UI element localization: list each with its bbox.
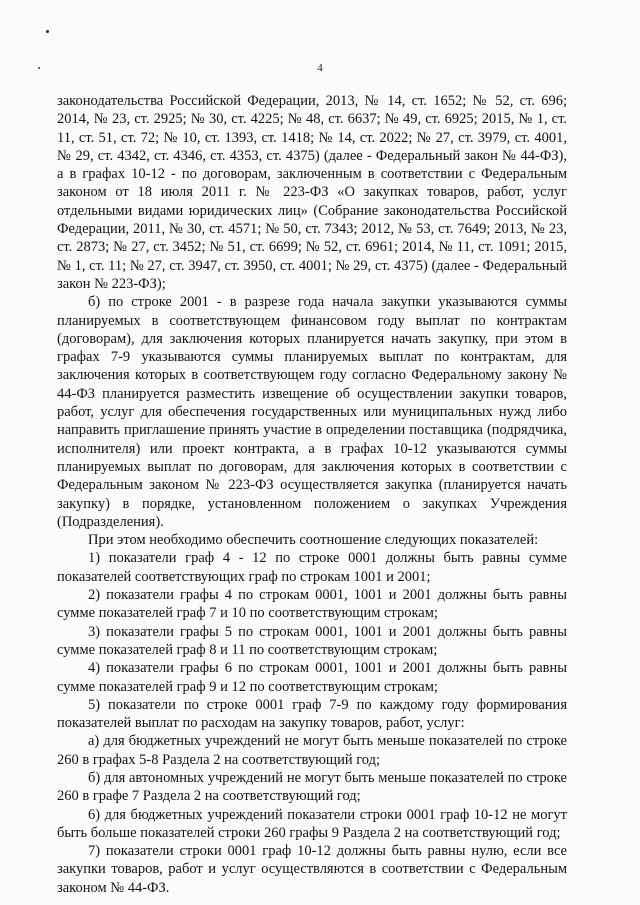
paragraph-law-references: законодательства Российской Федерации, 2013, № 14, ст. 1652; № 52, ст. 696; 2014, № 23, ст. 2925; № 30, ст. 4225; № 48, ст. 6637; № 49, ст. 6925; 2015, № 1, ст. 11, ст. 51, ст. 72; № 10, ст. 1393, ст. 1418; № 14, ст. 2022; № 27, ст. 3979, ст. 4001, № 29, ст. 4342, ст. 4346, ст. 4353, ст. 4375) (далее - Федеральный закон № 44-ФЗ), а в графах 10-12 - по договорам, заключенным в соответствии с Федеральным законом от 18 июля 2011 г. № 223-ФЗ «О закупках товаров, работ, услуг отдельными видами юридических лиц» (Собрание законодательства Российской Федерации, 2011, № 30, ст. 4571; № 50, ст. 7343; 2012, № 53, ст. 7649; 2013, № 23, ст. 2873; № 27, ст. 3452; № 51, ст. 6699; № 52, ст. 6961; 2014, № 11, ст. 1091; 2015, № 1, ст. 11; № 27, ст. 3947, ст. 3950, ст. 4001; № 29, ст. 4375) (далее - Федеральный закон № 223-ФЗ); xyxy=(57,93,567,292)
list-item-5: 5) показатели по строке 0001 граф 7-9 по каждому году формирования показателей выплат по расходам на закупку товаров, работ, услуг: xyxy=(57,696,567,732)
paragraph-row-2001: б) по строке 2001 - в разрезе года начала закупки указываются суммы планируемых в соответствующем финансовом году выплат по контрактам (договорам), для заключения которых планируется начать закупку, при этом в графах 7-9 указываются суммы планируемых выплат по контрактам, для заключения которых в соответствующем году согласно Федеральному закону № 44-ФЗ планируется разместить извещение об осуществлении закупки товаров, работ, услуг для обеспечения государственных или муниципальных нужд либо направить приглашение принять участие в определении поставщика (подрядчика, исполнителя) или проект контракта, а в графах 10-12 указываются суммы планируемых выплат по договорам, для заключения которых в соответствии с Федеральным законом № 223-ФЗ осуществляется закупка (планируется начать закупку) в порядке, установленном положением о закупках Учреждения (Подразделения). xyxy=(57,294,567,530)
paragraph-ratio-intro: При этом необходимо обеспечить соотношение следующих показателей: xyxy=(88,532,539,549)
document-body xyxy=(57,92,567,897)
list-item-3: 3) показатели графы 5 по строкам 0001, 1001 и 2001 должны быть равны сумме показателей граф 8 и 11 по соответствующим строкам; xyxy=(57,623,567,658)
list-item-2: 2) показатели графы 4 по строкам 0001, 1001 и 2001 должны быть равны сумме показателей граф 7 и 10 по соответствующим строкам; xyxy=(57,587,567,622)
list-item-7: 7) показатели строки 0001 граф 10-12 должны быть равны нулю, если все закупки товаров, работ и услуг осуществляются в соответствии с Федеральным законом № 44-ФЗ. xyxy=(57,843,567,896)
scan-speck xyxy=(46,30,49,33)
list-item-1: 1) показатели граф 4 - 12 по строке 0001 должны быть равны сумме показателей соответствующих граф по строкам 1001 и 2001; xyxy=(57,550,567,585)
page-number: 4 xyxy=(317,62,323,74)
list-item-4: 4) показатели графы 6 по строкам 0001, 1001 и 2001 должны быть равны сумме показателей граф 9 и 12 по соответствующим строкам; xyxy=(57,660,567,695)
list-item-5a: а) для бюджетных учреждений не могут быть меньше показателей по строке 260 в графах 5-8 Раздела 2 на соответствующий год; xyxy=(57,733,567,768)
list-item-5b: б) для автономных учреждений не могут быть меньше показателей по строке 260 в графе 7 Раздела 2 на соответствующий год; xyxy=(57,769,567,805)
list-item-6: 6) для бюджетных учреждений показатели строки 0001 граф 10-12 не могут быть больше показателей строки 260 графы 9 Раздела 2 на соответствующий год; xyxy=(57,806,567,841)
